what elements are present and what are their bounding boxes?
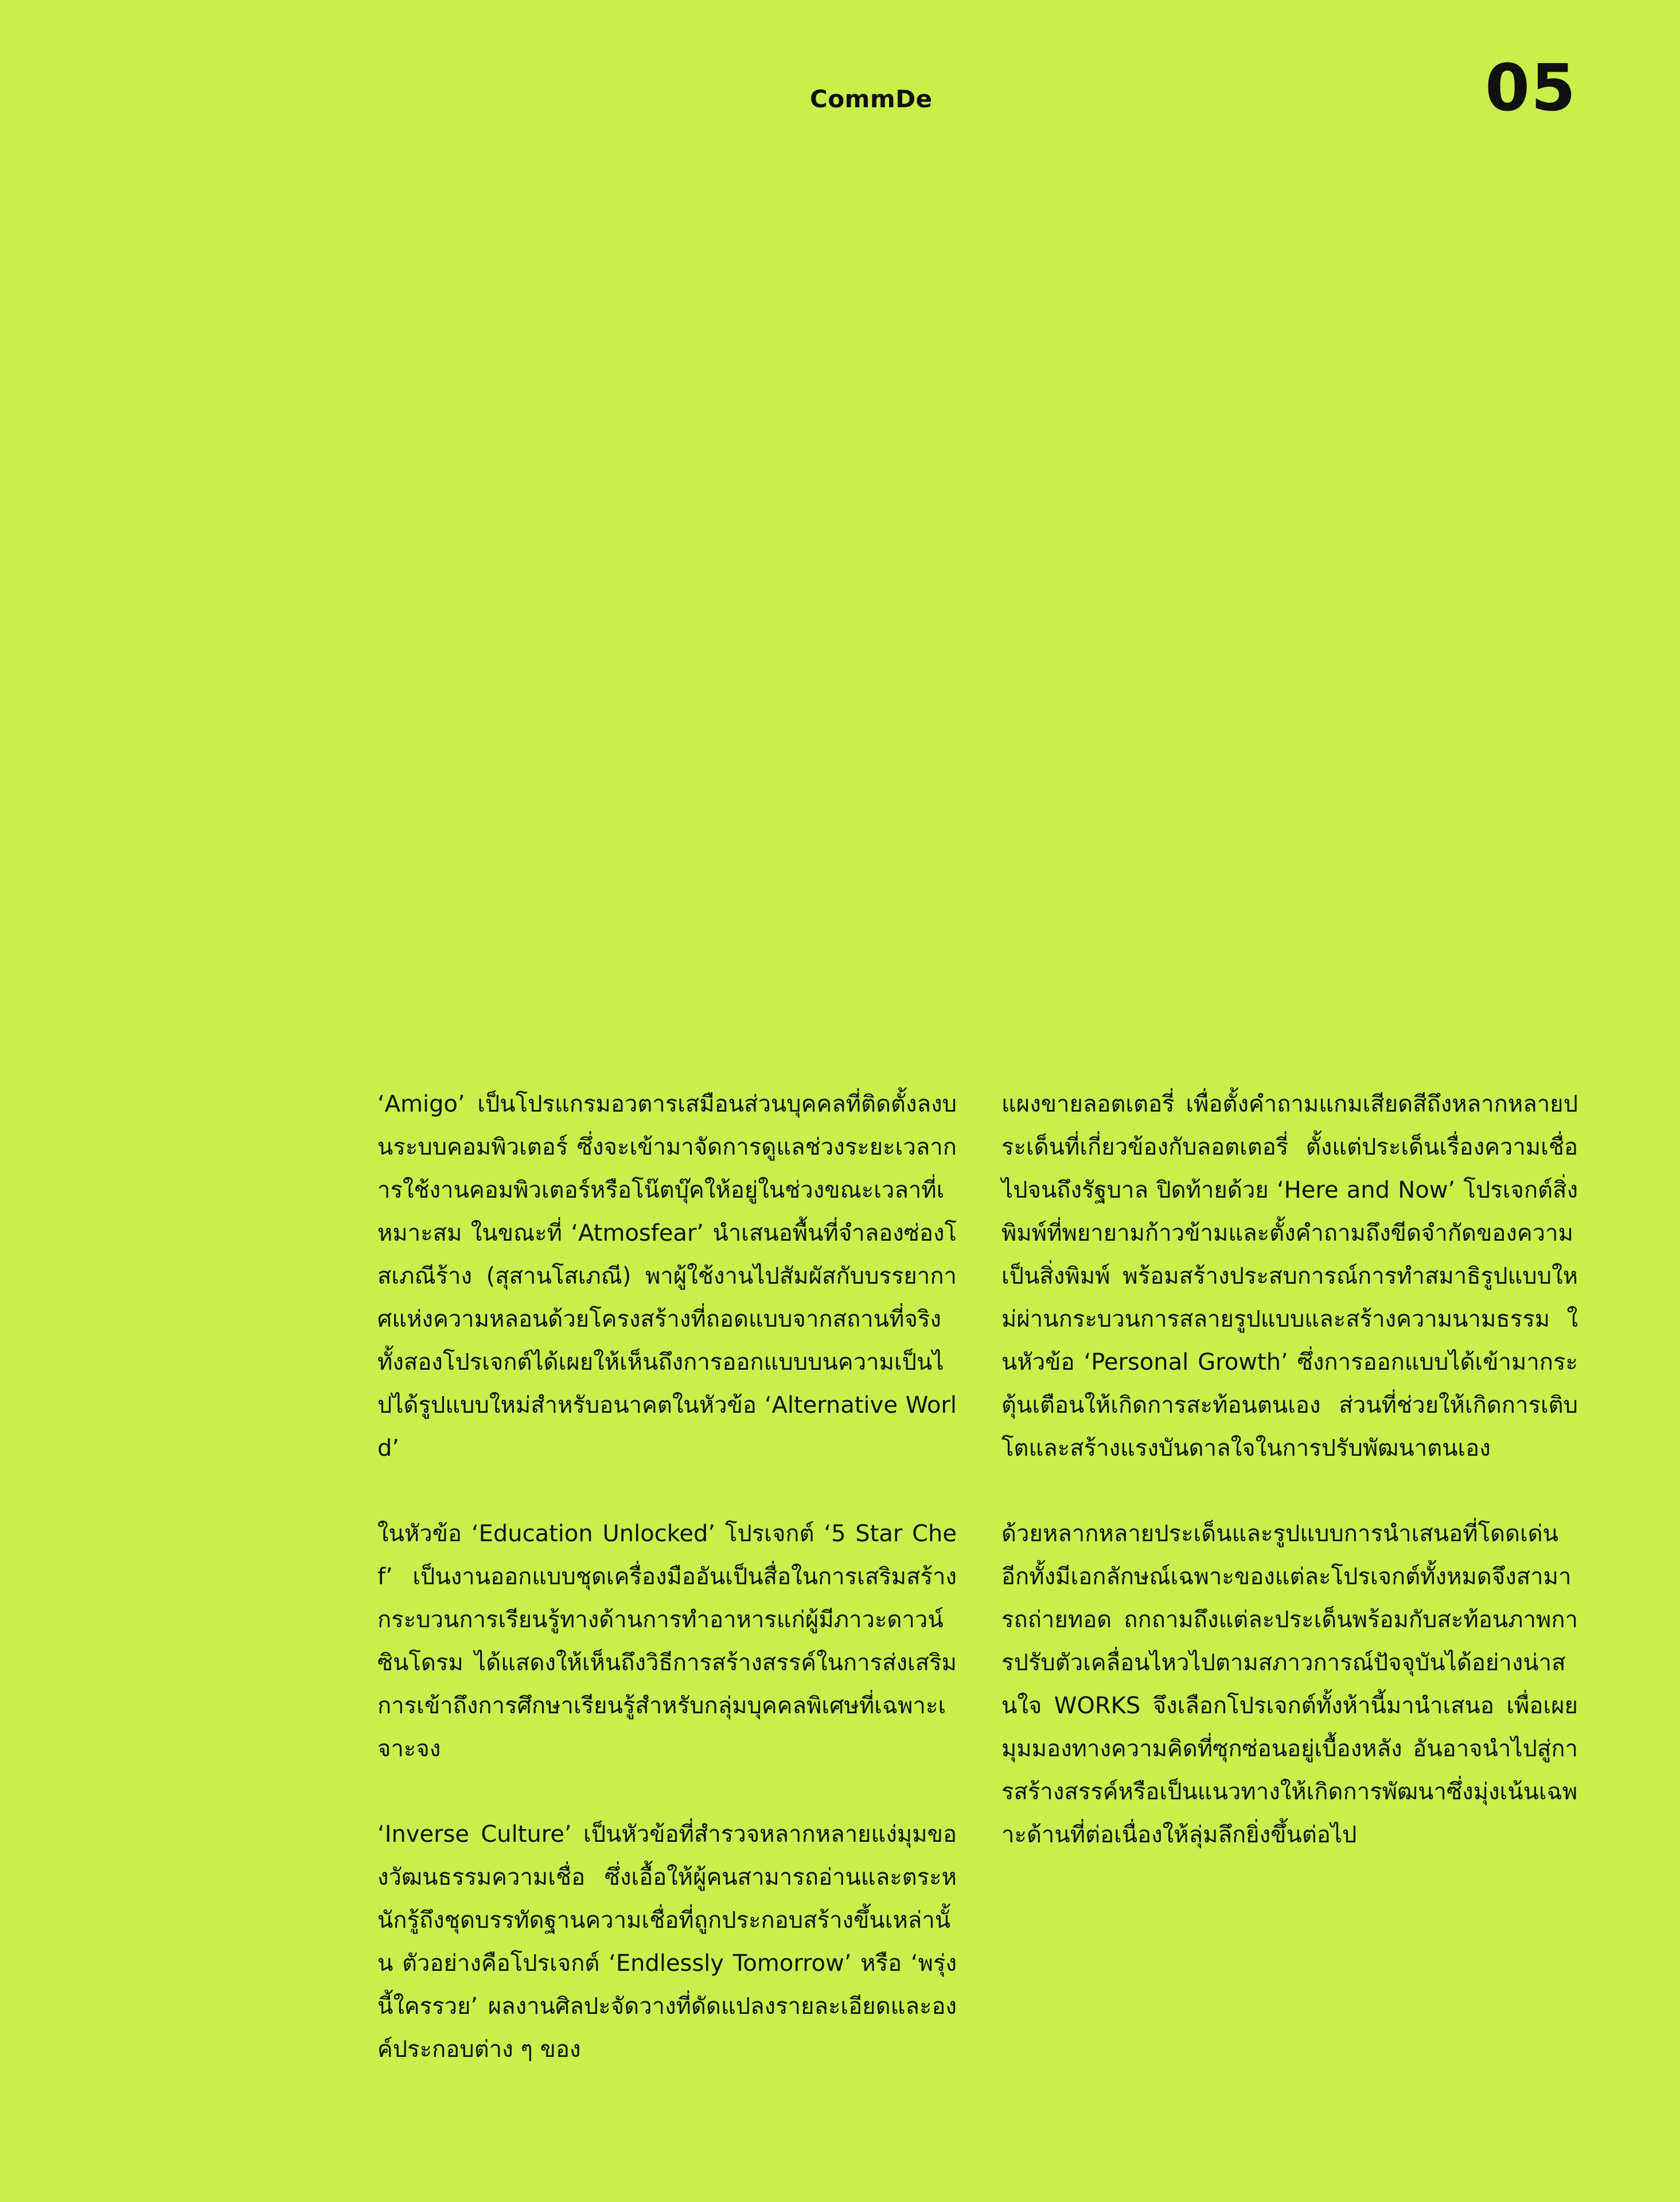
article-paragraph: แผงขายลอตเตอรี่ เพื่อตั้งคำถามแกมเสียดสีถึงหลากหลายประเด็นที่เกี่ยวข้องกับลอตเตอรี่ ตั้งแต่ประเด็นเรื่องความเชื่อไปจนถึงรัฐบาล ปิดท้ายด้วย ‘Here and Now’ โปรเจกต์สิ่งพิมพ์ที่พยายามก้าวข้ามและตั้งคำถามถึงขีดจำกัดของความเป็นสิ่งพิมพ์ พร้อมสร้างประสบการณ์การทำสมาธิรูปแบบใหม่ผ่านกระบวนการสลายรูปแบบและสร้างความนามธรรม ในหัวข้อ ‘Personal Growth’ ซึ่งการออกแบบได้เข้ามากระตุ้นเตือนให้เกิดการสะท้อนตนเอง ส่วนที่ช่วยให้เกิดการเติบโตและสร้างแรงบันดาลใจในการปรับพัฒนาตนเอง	[1001, 1091, 1578, 1461]
article-paragraph: ในหัวข้อ ‘Education Unlocked’ โปรเจกต์ ‘5 Star Chef’ เป็นงานออกแบบชุดเครื่องมืออันเป็นสื่อในการเสริมสร้างกระบวนการเรียนรู้ทางด้านการทำอาหารแก่ผู้มีภาวะดาวน์ซินโดรม ได้แสดงให้เห็นถึงวิธีการสร้างสรรค์ในการส่งเสริมการเข้าถึงการศึกษาเรียนรู้สำหรับกลุ่มบุคคลพิเศษที่เฉพาะเจาะจง	[377, 1521, 957, 1762]
article-paragraph: ‘Amigo’ เป็นโปรแกรมอวตารเสมือนส่วนบุคคลที่ติดตั้งลงบนระบบคอมพิวเตอร์ ซึ่งจะเข้ามาจัดการดูแลช่วงระยะเวลาการใช้งานคอมพิวเตอร์หรือโน๊ตบุ๊คให้อยู่ในช่วงขณะเวลาที่เหมาะสม ในขณะที่ ‘Atmosfear’ นำเสนอพื้นที่จำลองซ่องโสเภณีร้าง (สุสานโสเภณี) พาผู้ใช้งานไปสัมผัสกับบรรยากาศแห่งความหลอนด้วยโครงสร้างที่ถอดแบบจากสถานที่จริง ทั้งสองโปรเจกต์ได้เผยให้เห็นถึงการออกแบบบนความเป็นไปได้รูปแบบใหม่สำหรับอนาคตในหัวข้อ ‘Alternative World’	[377, 1091, 957, 1461]
article-paragraph: ‘Inverse Culture’ เป็นหัวข้อที่สำรวจหลากหลายแง่มุมของวัฒนธรรมความเชื่อ ซึ่งเอื้อให้ผู้คนสามารถอ่านและตระหนักรู้ถึงชุดบรรทัดฐานความเชื่อที่ถูกประกอบสร้างขึ้นเหล่านั้น ตัวอย่างคือโปรเจกต์ ‘Endlessly Tomorrow’ หรือ ‘พรุ่งนี้ใครรวย’ ผลงานศิลปะจัดวางที่ดัดแปลงรายละเอียดและองค์ประกอบต่าง ๆ ของ	[377, 1821, 957, 2063]
section-label: CommDe	[810, 85, 933, 113]
article-left-column	[377, 1083, 957, 2071]
article-paragraph: ด้วยหลากหลายประเด็นและรูปแบบการนำเสนอที่โดดเด่น อีกทั้งมีเอกลักษณ์เฉพาะของแต่ละโปรเจกต์ทั้งหมดจึงสามารถถ่ายทอด ถกถามถึงแต่ละประเด็นพร้อมกับสะท้อนภาพการปรับตัวเคลื่อนไหวไปตามสภาวการณ์ปัจจุบันได้อย่างน่าสนใจ WORKS จึงเลือกโปรเจกต์ทั้งห้านี้มานำเสนอ เพื่อเผยมุมมองทางความคิดที่ซุกซ่อนอยู่เบื้องหลัง อันอาจนำไปสู่การสร้างสรรค์หรือเป็นแนวทางให้เกิดการพัฒนาซึ่งมุ่งเน้นเฉพาะด้านที่ต่อเนื่องให้ลุ่มลึกยิ่งขึ้นต่อไป	[1001, 1521, 1578, 1848]
page-number: 05	[1485, 51, 1577, 126]
article-right-column	[1001, 1083, 1578, 1857]
